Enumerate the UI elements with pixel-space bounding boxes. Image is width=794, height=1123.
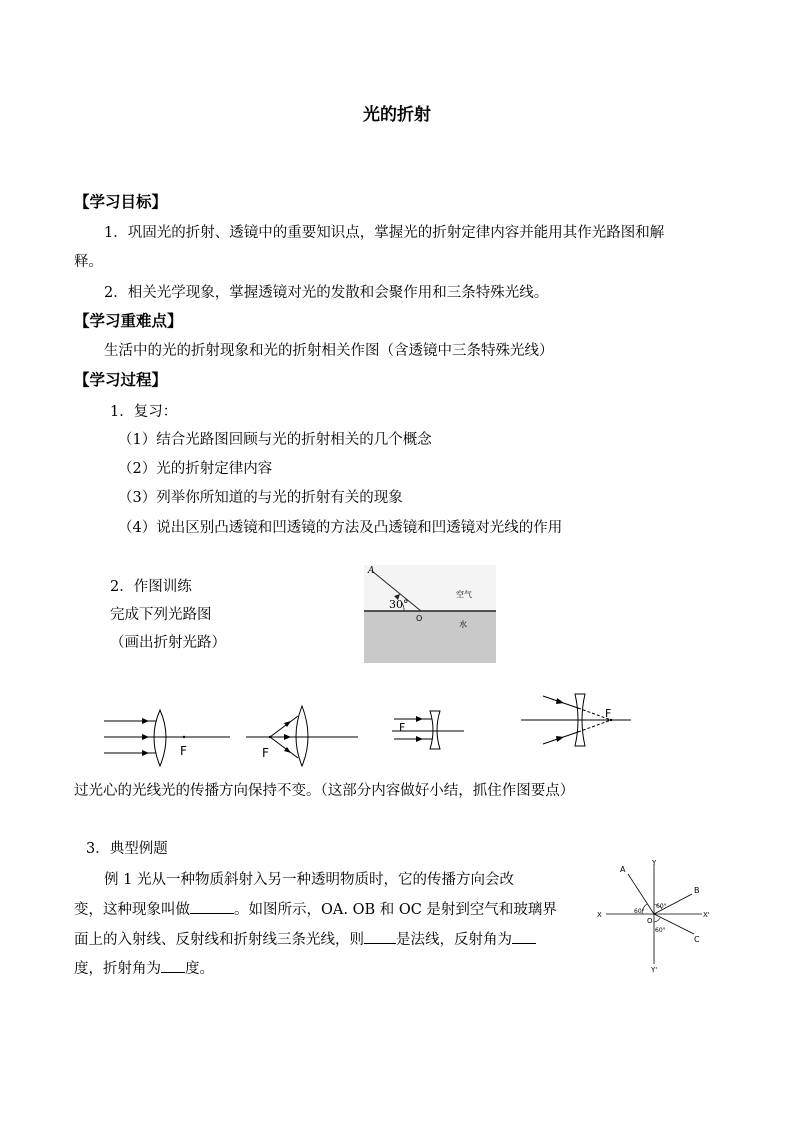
drawing-summary: 过光心的光线光的传播方向保持不变。（这部分内容做好小结，抓住作图要点） <box>74 783 575 799</box>
concave-lens-parallel-rays-diagram <box>392 710 464 750</box>
fig-origin-o-label: O <box>647 917 653 925</box>
goal-item-1-line-2: 释。 <box>74 254 103 270</box>
section-key-points-heading: 【学习重难点】 <box>74 311 183 330</box>
lens-focus-label-1: F <box>180 744 187 758</box>
convex-lens-parallel-rays-diagram <box>104 708 230 768</box>
convex-lens-focus-rays-diagram <box>246 700 358 766</box>
review-heading: 1．复习： <box>110 404 178 420</box>
refraction-figure <box>364 565 496 663</box>
answer-blank-refraction-angle[interactable] <box>161 958 185 973</box>
fig-label-water: 水 <box>459 620 467 629</box>
key-points-text: 生活中的光的折射现象和光的折射相关作图（含透镜中三条特殊光线） <box>104 343 554 359</box>
fig-ray-a-label: A <box>620 865 626 874</box>
page-title: 光的折射 <box>363 105 431 125</box>
section-goals-heading: 【学习目标】 <box>74 192 168 211</box>
example-1-line-2-a: 变，这种现象叫做 <box>74 902 190 918</box>
review-item-1: （1）结合光路图回顾与光的折射相关的几个概念 <box>118 432 432 448</box>
example-1-line-2 <box>74 898 557 919</box>
example-1-line-4 <box>74 957 214 978</box>
fig-axis-y-prime-label: Y' <box>651 966 658 974</box>
fig-axis-y-label: Y <box>652 859 657 867</box>
lens-focus-label-2: F <box>262 746 269 760</box>
fig-angle-1-label: 60° <box>634 908 645 915</box>
example-1-line-4-a: 度，折射角为 <box>74 961 161 977</box>
drawing-line-1: 完成下列光路图 <box>110 607 212 623</box>
goal-item-1-line-1: 1．巩固光的折射、透镜中的重要知识点，掌握光的折射定律内容并能用其作光路图和解 <box>104 225 665 241</box>
fig-angle-3-label: 60° <box>655 927 666 934</box>
goal-item-2: 2．相关光学现象，掌握透镜对光的发散和会聚作用和三条特殊光线。 <box>104 285 549 301</box>
answer-blank-normal-line[interactable] <box>364 929 396 944</box>
example-ray-figure <box>592 856 718 976</box>
fig-angle-2-label: 60° <box>656 903 667 910</box>
drawing-line-2: （画出折射光路） <box>110 635 226 651</box>
example-1-line-3-b: 是法线，反射角为 <box>396 932 512 948</box>
example-1-line-1: 例 1 光从一种物质斜射入另一种透明物质时，它的传播方向会改 <box>104 872 514 888</box>
answer-blank-phenomenon[interactable] <box>190 899 234 914</box>
example-1-line-4-b: 度。 <box>185 961 214 977</box>
lens-focus-label-3: F <box>399 721 406 734</box>
review-item-2: （2）光的折射定律内容 <box>118 461 273 477</box>
example-1-line-3-a: 面上的入射线、反射线和折射线三条光线，则 <box>74 932 364 948</box>
example-1-line-2-b: 。如图所示，OA. OB 和 OC 是射到空气和玻璃界 <box>234 902 557 918</box>
lens-focus-label-4: F <box>605 707 612 720</box>
fig-label-air: 空气 <box>456 590 472 599</box>
review-item-3: （3）列举你所知道的与光的折射有关的现象 <box>118 490 403 506</box>
section-process-heading: 【学习过程】 <box>74 370 168 389</box>
fig-ray-c-label: C <box>694 935 700 944</box>
review-item-4: （4）说出区别凸透镜和凹透镜的方法及凸透镜和凹透镜对光线的作用 <box>118 520 563 536</box>
fig-angle-label: 30° <box>389 598 409 611</box>
fig-axis-x-prime-label: X' <box>703 911 710 919</box>
answer-blank-reflection-angle[interactable] <box>512 929 536 944</box>
fig-axis-x-label: X <box>597 911 602 919</box>
fig-label-o: O <box>416 614 423 623</box>
examples-heading: 3．典型例题 <box>86 841 168 857</box>
concave-lens-focus-rays-diagram <box>521 692 631 752</box>
example-1-line-3 <box>74 928 536 949</box>
fig-label-a: A <box>368 566 375 576</box>
drawing-heading: 2．作图训练 <box>110 579 192 595</box>
fig-ray-b-label: B <box>694 886 700 895</box>
